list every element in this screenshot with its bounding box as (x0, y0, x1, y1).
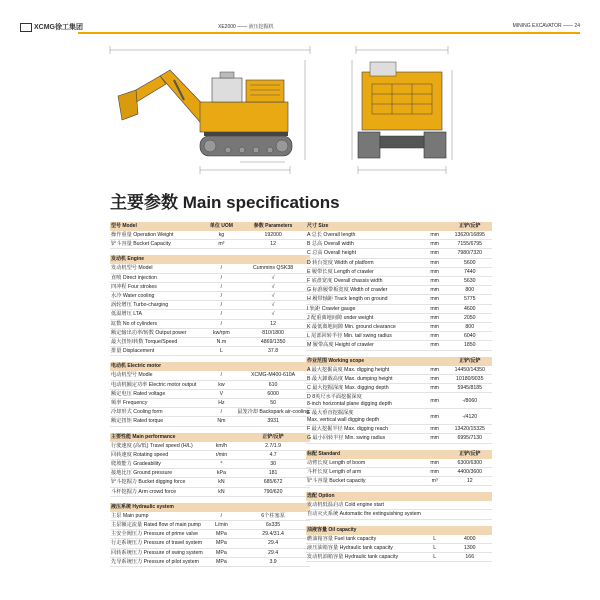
section-title: 电动机 Electric motor (110, 362, 310, 371)
spec-row (110, 273, 310, 282)
spec-label: M 履带高度 Height of crawler (306, 341, 422, 350)
section-title: 主要性能 Main performance (110, 433, 236, 442)
spec-row (306, 553, 492, 562)
spec-row (306, 258, 492, 267)
spec-row (110, 389, 310, 398)
spec-unit: MPa (207, 530, 237, 539)
spec-value: √ (236, 292, 310, 301)
spec-label: 电动机型号 Modle (110, 371, 207, 380)
spec-unit: mm (422, 231, 448, 240)
spec-unit: L (207, 347, 237, 356)
spec-unit: / (207, 310, 237, 319)
spec-row (110, 371, 310, 380)
spec-value: 6x335 (236, 521, 310, 530)
spec-row (306, 510, 492, 519)
spec-unit: / (207, 282, 237, 291)
spec-row (110, 478, 310, 487)
spec-value: 7980/7320 (448, 249, 492, 258)
spec-value: 4400/3600 (448, 467, 492, 476)
spec-unit: km/h (207, 442, 237, 451)
page-header (20, 22, 580, 36)
spec-value: 4.7 (236, 450, 310, 459)
spec-label: 行驶速度 (高/低) Travel speed (H/L) (110, 442, 207, 451)
spec-unit: / (207, 512, 237, 521)
spec-label: C 总高 Overall height (306, 249, 422, 258)
spec-unit: kN (207, 478, 237, 487)
section-title: 发动机 Engine (110, 255, 310, 264)
spec-value: 13620/16895 (448, 231, 492, 240)
spec-value: √ (236, 273, 310, 282)
spec-value: 610 (236, 380, 310, 389)
spec-unit: mm (422, 323, 448, 332)
spec-row (306, 323, 492, 332)
spec-value: 6个柱塞泵 (236, 512, 310, 521)
spec-value: 29.4 (236, 548, 310, 557)
spec-unit: m³ (207, 240, 237, 249)
spec-row (306, 304, 492, 313)
spec-label: A 总长 Overall length (306, 231, 422, 240)
spec-label: D 转台宽度 Width of platform (306, 258, 422, 267)
spec-label: L 尾部回转半径 Min. tail swing radius (306, 332, 422, 341)
spec-label: 铲斗容量 Bucket Capacity (110, 240, 207, 249)
spec-row (110, 301, 310, 310)
spec-row (306, 267, 492, 276)
spec-unit: kN (207, 487, 237, 496)
spec-row (306, 231, 492, 240)
spec-value: 6000 (236, 389, 310, 398)
spec-unit: L (422, 535, 448, 544)
spec-unit: mm (422, 341, 448, 350)
spec-unit: kw/rpm (207, 328, 237, 337)
model-text: XE2000 —— 液压挖掘机 (218, 24, 274, 30)
spec-row (306, 286, 492, 295)
section-col-name: 型号 Model (110, 222, 207, 231)
spec-row (306, 425, 492, 434)
spec-label: I 轨距 Crawler gauge (306, 304, 422, 313)
spec-value: 6300/6300 (448, 459, 492, 468)
spec-value: 181 (236, 469, 310, 478)
section-title: 标配 Standard (306, 450, 448, 459)
spec-row (110, 417, 310, 426)
section-extra: 正铲/反铲 (448, 357, 492, 366)
spec-value: 3.9 (236, 557, 310, 566)
brand-text: XCMG徐工集团 (34, 24, 83, 31)
spec-row (306, 467, 492, 476)
spec-value: 12 (448, 477, 492, 486)
spec-label: 四冲程 Four strokes (110, 282, 207, 291)
spec-value: 12 (236, 319, 310, 328)
spec-value: 6040 (448, 332, 492, 341)
spec-label: 低温增压 LTA (110, 310, 207, 319)
spec-unit: MPa (207, 548, 237, 557)
spec-unit: mm (422, 240, 448, 249)
spec-label: B 总高 Overall width (306, 240, 422, 249)
spec-row (110, 450, 310, 459)
spec-row (110, 460, 310, 469)
spec-value: 37.8 (236, 347, 310, 356)
spec-label: 发动机型号 Model (110, 264, 207, 273)
spec-label: 排量 Displacement (110, 347, 207, 356)
section-extra: 正铲/反铲 (448, 222, 492, 231)
spec-unit: N.m (207, 338, 237, 347)
spec-label: 主泵额定流量 Rated flow of main pump (110, 521, 207, 530)
spec-value: 12 (236, 240, 310, 249)
spec-value: 1850 (448, 341, 492, 350)
spec-value: 4869/1350 (236, 338, 310, 347)
spec-label: D 8英尺水平面挖掘深度 8-inch horizontal plane digging depth (306, 393, 422, 409)
spec-row (306, 277, 492, 286)
spec-unit: mm (422, 295, 448, 304)
spec-value: 4000 (448, 535, 492, 544)
section-header (110, 255, 310, 264)
spec-unit: mm (422, 434, 448, 443)
spec-value: 6995/7130 (448, 434, 492, 443)
spec-label: 动臂长度 Length of boom (306, 459, 422, 468)
section-header (110, 222, 310, 231)
spec-row (110, 557, 310, 566)
section-header (306, 222, 492, 231)
spec-label: 额定扭矩 Rated torque (110, 417, 207, 426)
spec-unit: Hz (207, 399, 237, 408)
section-col-value: 参数 Parameters (236, 222, 310, 231)
spec-row (306, 535, 492, 544)
spec-label: 发动机低温启动 Cold engine start (306, 501, 422, 510)
spec-unit: mm (422, 267, 448, 276)
spec-label: A 最大挖掘高度 Max. digging height (306, 366, 422, 375)
page-title: 主要参数 Main specifications (110, 193, 340, 212)
spec-label: C 最大挖掘深度 Max. digging depth (306, 384, 422, 393)
section-header (306, 450, 492, 459)
spec-unit: Nm (207, 417, 237, 426)
spec-unit: mm (422, 332, 448, 341)
spec-value (448, 501, 492, 510)
spec-label: 回转系统压力 Pressure of swing system (110, 548, 207, 557)
spec-value: 685/672 (236, 478, 310, 487)
spec-unit (422, 501, 448, 510)
spec-unit: mm (422, 459, 448, 468)
spec-value: 5630 (448, 277, 492, 286)
spec-table-right (306, 222, 492, 562)
spec-unit: mm (422, 366, 448, 375)
spec-label: E 最大垂直挖掘深度 Max. vertical wall digging depth (306, 409, 422, 425)
spec-value: 29.4 (236, 539, 310, 548)
section-title: 液压系统 Hydraulic system (110, 503, 310, 512)
spec-value: 13420/15325 (448, 425, 492, 434)
spec-unit: mm (422, 374, 448, 383)
spec-label: J 配重离地间隙 under weight (306, 313, 422, 322)
spec-label: 水冷 Water cooling (110, 292, 207, 301)
spec-row (306, 341, 492, 350)
spec-row (306, 459, 492, 468)
spec-row (110, 338, 310, 347)
spec-label: 液压油箱容量 Hydraulic tank capacity (306, 543, 422, 552)
spec-row (110, 530, 310, 539)
spec-row (306, 332, 492, 341)
spec-value: 790/620 (236, 487, 310, 496)
section-header (306, 526, 492, 535)
spec-row (306, 366, 492, 375)
spec-unit: L (422, 553, 448, 562)
spec-unit: L/min (207, 521, 237, 530)
spec-row (110, 292, 310, 301)
spec-unit: mm (422, 467, 448, 476)
spec-label: 行走系统压力 Pressure of travel system (110, 539, 207, 548)
spec-label: 电动机额定功率 Electric motor output (110, 380, 207, 389)
spec-value: 29.4/31.4 (236, 530, 310, 539)
spec-table-left (110, 222, 310, 567)
spec-unit: kw (207, 380, 237, 389)
spec-row (306, 409, 492, 425)
spec-label: 额定输出功率/转数 Output power (110, 328, 207, 337)
spec-value: 鼠笼冷却 Backspark air-cooling (237, 409, 309, 416)
spec-unit: / (207, 319, 237, 328)
spec-unit: / (207, 292, 237, 301)
spec-unit: mm (422, 425, 448, 434)
spec-row (110, 521, 310, 530)
section-header (110, 433, 310, 442)
spec-row (306, 501, 492, 510)
spec-label: 操作重量 Operation Weight (110, 231, 207, 240)
brand-logo (20, 22, 83, 32)
spec-label: 最大扭矩/转数 Torque/Speed (110, 338, 207, 347)
spec-row (110, 408, 310, 417)
spec-value: Cummins QSK38 (236, 264, 310, 273)
spec-label: 主泵 Main pump (110, 512, 207, 521)
spec-unit: m³ (422, 477, 448, 486)
spec-value: 166 (448, 553, 492, 562)
section-header (110, 503, 310, 512)
spec-label: 先导系统压力 Pressure of pilot system (110, 557, 207, 566)
spec-label: 铲斗容量 Bucket capacity (306, 477, 422, 486)
section-title: 作业范围 Working scope (306, 357, 448, 366)
spec-row (306, 374, 492, 383)
spec-row (306, 384, 492, 393)
spec-value: 7440 (448, 267, 492, 276)
spec-row (110, 469, 310, 478)
spec-unit: / (207, 408, 237, 417)
spec-row (306, 249, 492, 258)
spec-unit: mm (422, 384, 448, 393)
spec-value (448, 510, 492, 519)
spec-row (306, 240, 492, 249)
spec-value: 2.7/1.9 (236, 442, 310, 451)
spec-unit: kPa (207, 469, 237, 478)
spec-unit: mm (422, 249, 448, 258)
spec-row (110, 399, 310, 408)
spec-unit: / (207, 301, 237, 310)
spec-value: -/8060 (448, 393, 492, 409)
section-title: 尺寸 Size (306, 222, 448, 231)
spec-label: F 最大挖掘半径 Max. digging reach (306, 425, 422, 434)
spec-row (110, 539, 310, 548)
spec-value: √ (236, 310, 310, 319)
spec-unit: kg (207, 231, 237, 240)
spec-unit: MPa (207, 557, 237, 566)
spec-label: 发动机油箱容量 Hydraulic tank capacity (306, 553, 422, 562)
section-title: 油液容量 Oil capacity (306, 526, 492, 535)
spec-label: 斗杆长度 Length of arm (306, 467, 422, 476)
spec-row (110, 319, 310, 328)
spec-row (306, 434, 492, 443)
section-title: 选配 Option (306, 492, 492, 501)
spec-label: 缸数 No of cylinders (110, 319, 207, 328)
spec-value: 14450/14350 (448, 366, 492, 375)
spec-label: 主安全阀压力 Pressure of prime valve (110, 530, 207, 539)
spec-label: 接地比压 Ground pressure (110, 469, 207, 478)
spec-unit: / (207, 371, 237, 380)
spec-value: 7155/6795 (448, 240, 492, 249)
spec-label: B 最大卸载高度 Max. dumping height (306, 374, 422, 383)
spec-label: G 标准履带板宽度 Width of crawler (306, 286, 422, 295)
spec-unit: mm (422, 393, 448, 409)
section-extra: 正铲/反铲 (236, 433, 310, 442)
spec-value: 50 (236, 399, 310, 408)
spec-unit: L (422, 543, 448, 552)
spec-label: E 履带长度 Length of crawler (306, 267, 422, 276)
spec-label: 冷却形式 Cooling form (110, 408, 207, 417)
spec-value: 5945/8185 (448, 384, 492, 393)
spec-row (306, 543, 492, 552)
spec-label: 回转速度 Rotating speed (110, 450, 207, 459)
spec-label: 频率 Frequency (110, 399, 207, 408)
spec-unit: mm (422, 304, 448, 313)
spec-row (110, 487, 310, 496)
spec-row (110, 548, 310, 557)
spec-unit: r/min (207, 450, 237, 459)
spec-row (306, 477, 492, 486)
spec-unit: mm (422, 277, 448, 286)
spec-row (110, 512, 310, 521)
spec-label: 爬坡能力 Gradeability (110, 460, 207, 469)
spec-unit: mm (422, 313, 448, 322)
spec-value: 1300 (448, 543, 492, 552)
spec-label: 铲斗挖掘力 Bucket digging force (110, 478, 207, 487)
header-rule (78, 32, 580, 34)
excavator-rear-view (348, 40, 458, 180)
spec-label: G 最小回转半径 Min. swing radius (306, 434, 422, 443)
spec-label: 自动灭火系统 Automatic fire extinguishing system (307, 511, 421, 518)
spec-row (110, 442, 310, 451)
section-header (306, 492, 492, 501)
spec-unit: V (207, 389, 237, 398)
spec-unit: mm (422, 258, 448, 267)
spec-value: XCMG-M400-610A (236, 371, 310, 380)
spec-row (306, 295, 492, 304)
section-col-unit: 单位 UOM (207, 222, 237, 231)
spec-unit: / (207, 264, 237, 273)
spec-value: 192000 (236, 231, 310, 240)
spec-label: 额定电压 Rated voltage (110, 389, 207, 398)
spec-value: 3931 (236, 417, 310, 426)
spec-label: 涡轮增压 Turbo-charging (110, 301, 207, 310)
spec-row (306, 393, 492, 409)
spec-label: 斗杆挖掘力 Arm crowd force (110, 487, 207, 496)
spec-row (110, 264, 310, 273)
spec-unit: MPa (207, 539, 237, 548)
xcmg-logo-icon (20, 23, 32, 32)
spec-row (110, 380, 310, 389)
spec-value: -/4120 (448, 409, 492, 425)
spec-value: 800 (448, 286, 492, 295)
spec-value: 10180/9035 (448, 374, 492, 383)
spec-row (110, 347, 310, 356)
spec-label: F 底盘宽度 Overall chassis width (306, 277, 422, 286)
spec-row (110, 240, 310, 249)
spec-value: 30 (236, 460, 310, 469)
spec-value: 5600 (448, 258, 492, 267)
section-header (306, 357, 492, 366)
spec-value: 5775 (448, 295, 492, 304)
spec-row (110, 231, 310, 240)
spec-row (110, 328, 310, 337)
spec-unit: ° (207, 460, 237, 469)
spec-value: 4600 (448, 304, 492, 313)
category-text: MINING EXCAVATOR —— 24 (512, 23, 580, 29)
spec-label: 燃油箱容量 Fuel tank capacity (306, 535, 422, 544)
spec-label: 直喷 Direct injection (110, 273, 207, 282)
section-header (110, 362, 310, 371)
spec-row (306, 313, 492, 322)
spec-row (110, 282, 310, 291)
spec-value: 800 (448, 323, 492, 332)
spec-label: H 履带轴距 Track length on ground (306, 295, 422, 304)
section-extra: 正铲/反铲 (448, 450, 492, 459)
excavator-side-view (100, 40, 322, 180)
spec-value: √ (236, 282, 310, 291)
spec-label: K 最低离地间隙 Min. ground clearance (306, 323, 422, 332)
spec-unit (422, 510, 448, 519)
spec-unit: / (207, 273, 237, 282)
spec-row (110, 310, 310, 319)
spec-value: 810/1800 (236, 328, 310, 337)
spec-unit: mm (422, 409, 448, 425)
spec-value: √ (236, 301, 310, 310)
spec-unit: mm (422, 286, 448, 295)
spec-value: 2050 (448, 313, 492, 322)
